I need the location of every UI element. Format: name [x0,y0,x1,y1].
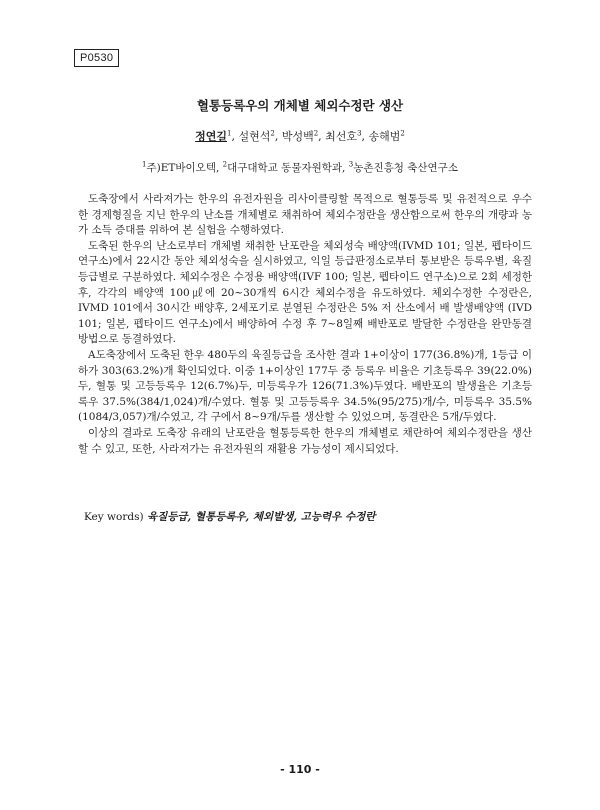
author-affiliation-mark: 2 [270,129,275,138]
author-affiliation-mark: 2 [400,129,405,138]
author-name: 송해범 [368,130,401,143]
affiliation-name: 주)ET바이오텍 [146,162,216,174]
page-number: - 110 - [280,763,320,776]
author-list: 정연길$^1$, 설현석$^2$, 박성백$^2$, 최선호$^3$, 송해범$^2$ [195,129,405,143]
abstract-paragraph: 이상의 결과로 도축장 유래의 난포란을 혈통등록한 한우의 개체별로 채란하여 체외수정란을 생산할 수 있고, 또한, 사라져가는 유전자원의 재활용 가능성이 제시되었다. [78,426,532,455]
abstract-code: P0530 [74,49,119,67]
author-name: 박성백 [281,130,314,143]
paper-title: 혈통등록우의 개체별 체외수정란 생산 [196,98,404,113]
author-affiliation-mark: 3 [357,129,362,138]
affiliation-name: 농촌진흥청 축산연구소 [353,162,458,174]
keywords-terms: 육질등급, 혈통등록우, 체외발생, 고능력우 수정란 [146,511,376,523]
keywords-line [84,509,375,524]
keywords-label: Key words) [84,511,144,523]
affiliation-name: 대구대학교 동물자원학과 [227,162,343,174]
presenting-author: 정연길 [195,130,227,143]
author-name: 최선호 [325,130,358,143]
author-name: 설현석 [238,130,271,143]
abstract-body [78,192,532,457]
abstract-paragraph: 도축장에서 사라져가는 한우의 유전자원을 리사이클링할 목적으로 혈통등록 및 유전적으로 우수한 경제형질을 지닌 한우의 난소를 개체별로 채취하여 체외수정란을 생산함으로써 한우의 개량과 농가 소득 증대를 위하여 본 실험을 수행하였다. [78,193,532,237]
affiliation-mark: 3 [348,160,354,169]
author-affiliation-mark: 1 [226,129,232,138]
abstract-paragraph: A도축장에서 도축된 한우 480두의 육질등급을 조사한 결과 1+이상이 177(36.8%)개, 1등급 이하가 303(63.2%)개 확인되었다. 이중 1+이상인 177두 중 등록우 비율은 기초등록우 39(22.0%)두, 혈통 및 고등등록우 12(6.7%)두, 미등록우가 126(71.3%)두였다. 배반포의 발생율은 기초등록우 37.5%(384/1,024)개/수였다. 혈통 및 고등등록우 34.5%(95/275)개/수, 미등록우 35.5%(1084/3,057)개/수였고, 각 구에서 8~9개/두를 생산할 수 있었으며, 동결란은 5개/두였다. [78,348,532,424]
affiliation-mark: 2 [222,160,228,169]
author-affiliation-mark: 2 [313,129,319,138]
affiliation-mark: 1 [142,160,147,169]
affiliation-list: $^1$주)ET바이오텍, $^2$대구대학교 동물자원학과, $^3$농촌진흥청 축산연구소 [142,160,458,174]
abstract-paragraph: 도축된 한우의 난소로부터 개체별 채취한 난포란을 체외성숙 배양액(IVMD 101; 일본, 펩타이드 연구소)에서 22시간 동안 체외성숙을 실시하였고, 익일 등급판정소로부터 통보받은 등록우별, 육질등급별로 구분하였다. 체외수정은 수정용 배양액(IVF 100; 일본, 펩타이드 연구소)으로 2회 세정한 후, 각각의 배양액 100㎕에 20~30개씩 6시간 체외수정을 유도하였다. 체외수정한 수정란은, IVMD 101에서 30시간 배양후, 2세포기로 분열된 수정란은 5% 저 산소에서 배 발생배양액 (IVD 101; 일본, 펩타이드 연구소)에서 배양하여 수정 후 7~8일째 배반포로 발달한 수정란을 완만동결방법으로 동결하였다. [78,239,532,346]
